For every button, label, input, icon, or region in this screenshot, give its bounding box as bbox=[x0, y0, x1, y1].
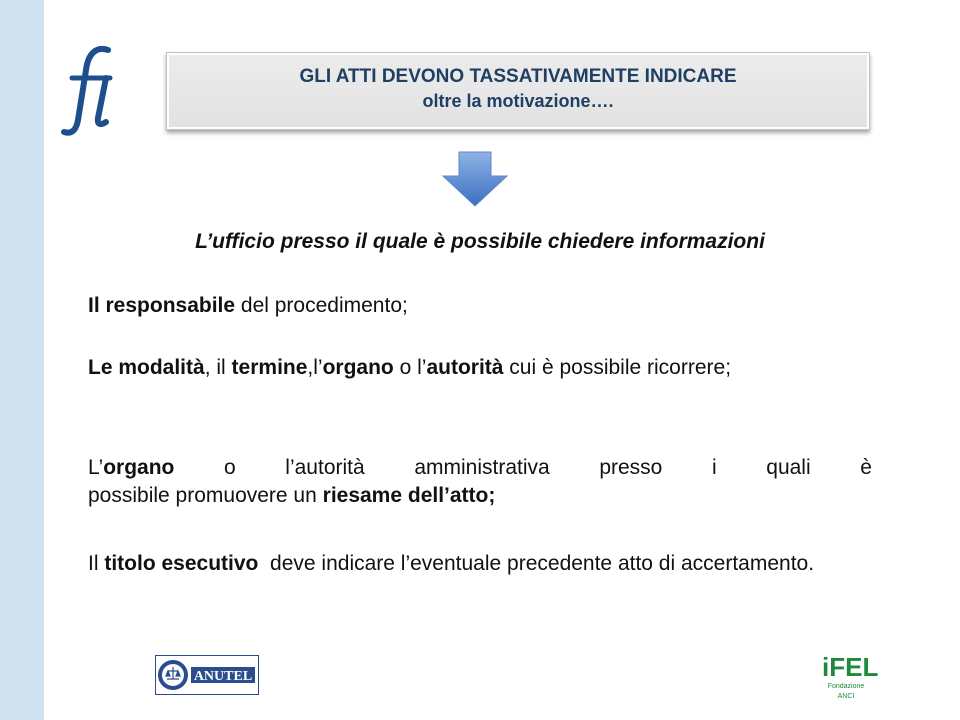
p3-word-4: amministrativa bbox=[414, 456, 550, 479]
p2-text-2: ,l’ bbox=[307, 356, 323, 379]
p1-bold: Il responsabile bbox=[88, 294, 236, 317]
title-box bbox=[166, 52, 870, 130]
p3-line2-text: possibile promuovere un bbox=[88, 484, 323, 507]
p2-text-3: o l’ bbox=[393, 356, 427, 379]
p2-bold-3: organo bbox=[322, 356, 394, 379]
paragraph-responsabile bbox=[88, 292, 872, 320]
anutel-logo bbox=[155, 655, 259, 695]
p3-word-8: è bbox=[860, 456, 872, 479]
paragraph-titolo-esecutivo bbox=[88, 550, 872, 578]
p3-word-2: o bbox=[223, 456, 236, 479]
fi-logo-icon bbox=[60, 40, 130, 140]
p3-word-1 bbox=[88, 454, 174, 482]
p3-word-3: l’autorità bbox=[285, 456, 365, 479]
ifel-name: iFEL bbox=[822, 652, 879, 682]
ifel-logo bbox=[822, 652, 879, 700]
p3-second-line bbox=[88, 482, 872, 510]
p2-bold-1: Le modalità bbox=[88, 356, 205, 379]
p3-word-7: quali bbox=[766, 456, 811, 479]
p4-text-2: deve indicare l’eventuale precedente atto di accertamento. bbox=[258, 552, 815, 575]
p3-word-1-bold: organo bbox=[103, 456, 175, 479]
p4-bold: titolo esecutivo bbox=[104, 552, 259, 575]
p3-word-1-prefix: L’ bbox=[88, 456, 104, 479]
title-line-2: oltre la motivazione…. bbox=[422, 91, 614, 111]
title-line-1: GLI ATTI DEVONO TASSATIVAMENTE INDICARE bbox=[299, 66, 737, 87]
side-accent-bar bbox=[0, 0, 44, 720]
p2-bold-4: autorità bbox=[426, 356, 504, 379]
paragraph-organo bbox=[88, 454, 872, 510]
p2-bold-2: termine bbox=[231, 356, 308, 379]
paragraph-modalita bbox=[88, 354, 872, 382]
p3-word-5: presso bbox=[599, 456, 663, 479]
p2-text-4: cui è possibile ricorrere; bbox=[503, 356, 732, 379]
p3-first-line bbox=[88, 454, 872, 482]
down-arrow-icon bbox=[441, 150, 509, 208]
p3-word-6: i bbox=[711, 456, 717, 479]
ifel-subtitle: Fondazione ANCI bbox=[827, 683, 865, 700]
p3-line2-bold: riesame dell’atto; bbox=[322, 484, 496, 507]
p2-text-1: , il bbox=[204, 356, 232, 379]
p4-text-1: Il bbox=[88, 552, 105, 575]
anutel-name: ANUTEL bbox=[193, 669, 253, 684]
section-heading: L’ufficio presso il quale è possibile chiedere informazioni bbox=[195, 230, 765, 253]
p1-text: del procedimento; bbox=[235, 294, 408, 317]
